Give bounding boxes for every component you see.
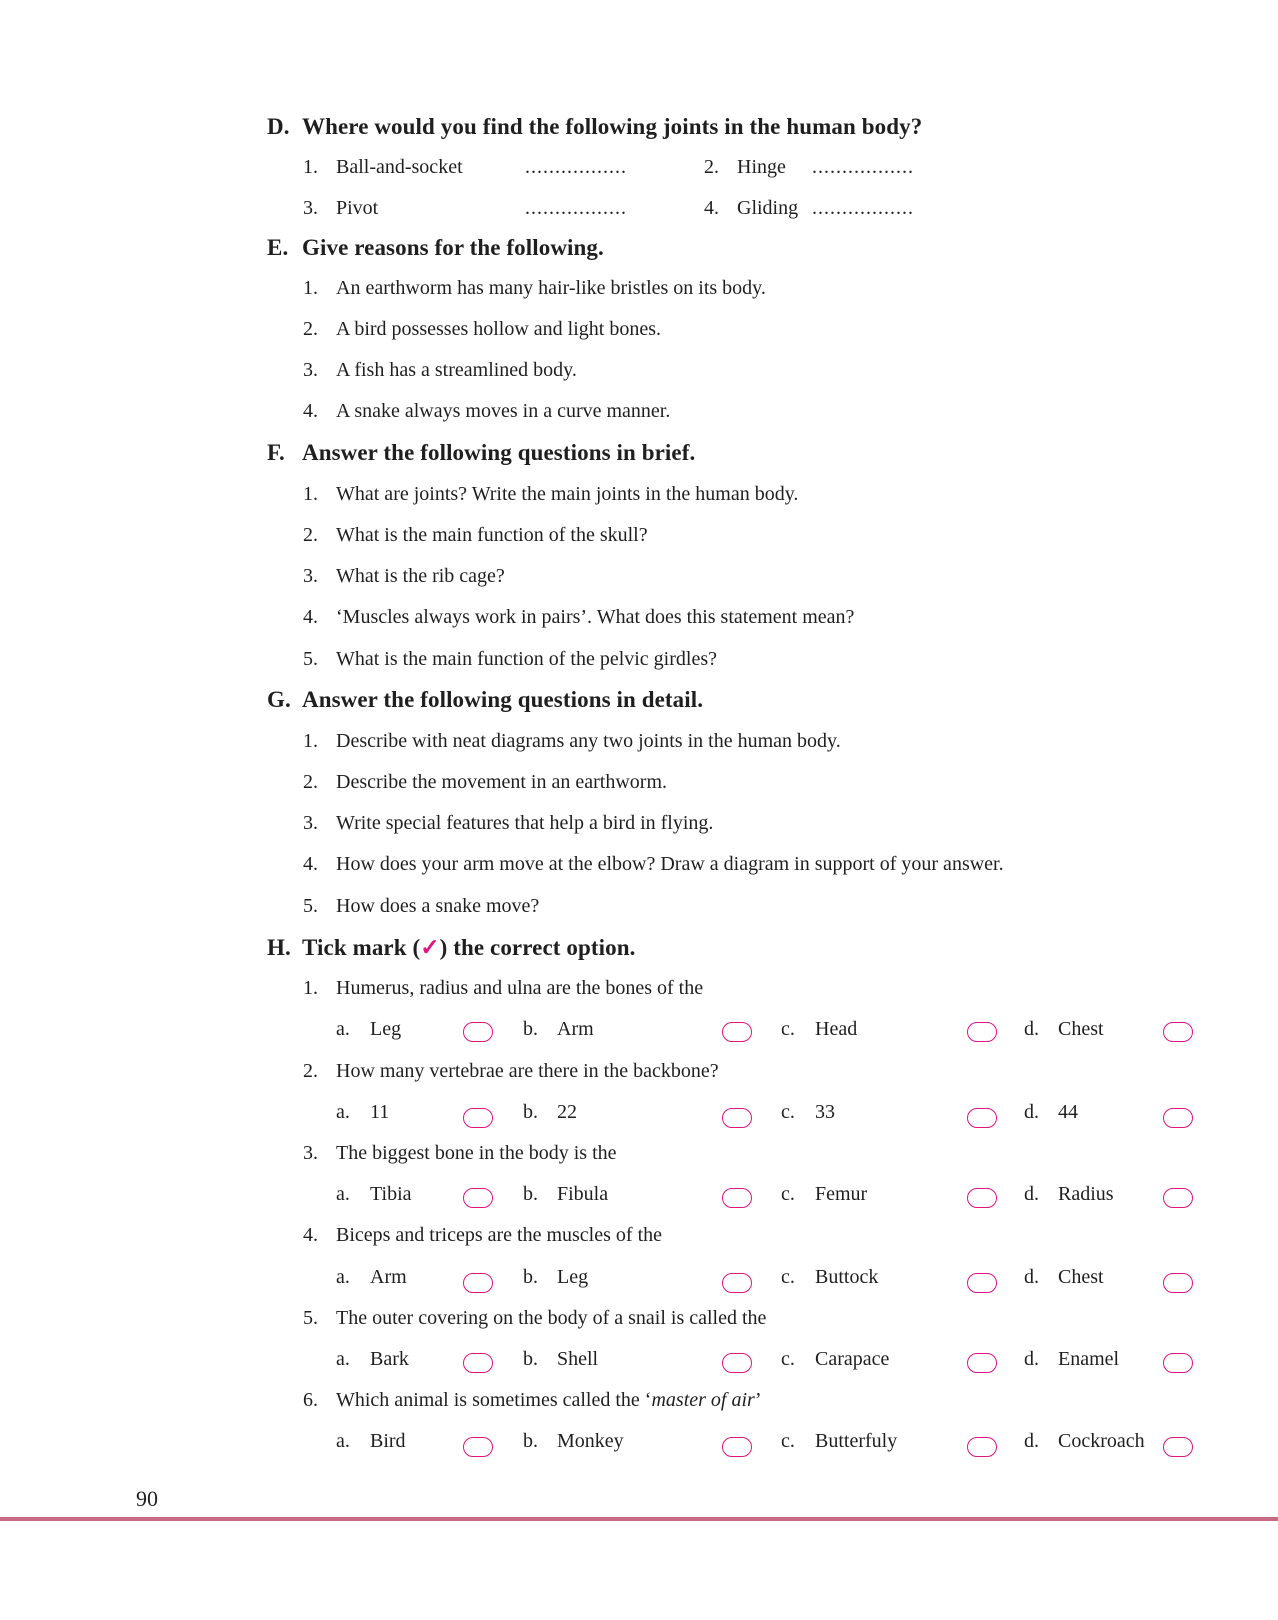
question-item: 5. How does a snake move? (303, 895, 540, 917)
option-a: a. 11 (336, 1101, 390, 1123)
option-c: c. Buttock (781, 1266, 879, 1288)
joint-item: 2. Hinge (704, 156, 786, 178)
section-letter: G. (267, 687, 291, 712)
joint-item: 1. Ball-and-socket (303, 156, 463, 178)
question-item: 1. Describe with neat diagrams any two joints in the human body. (303, 730, 841, 752)
section-d-heading (267, 114, 922, 140)
option-d: d. Chest (1024, 1018, 1104, 1040)
question-item: 2. A bird possesses hollow and light bones. (303, 318, 661, 340)
answer-box[interactable] (463, 1353, 493, 1373)
answer-blank[interactable]: ................. (812, 197, 914, 219)
option-b: b. Shell (523, 1348, 599, 1370)
question-item: 4. A snake always moves in a curve manner. (303, 400, 671, 422)
option-d: d. Cockroach (1024, 1430, 1145, 1452)
answer-box[interactable] (463, 1273, 493, 1293)
question-item: 1. An earthworm has many hair-like bristles on its body. (303, 277, 766, 299)
answer-box[interactable] (1163, 1108, 1193, 1128)
option-c: c. Head (781, 1018, 858, 1040)
section-g-heading (267, 687, 703, 713)
joint-item: 3. Pivot (303, 197, 379, 219)
option-a: a. Leg (336, 1018, 402, 1040)
section-letter: H. (267, 935, 291, 960)
mcq-question: 2. How many vertebrae are there in the backbone? (303, 1060, 719, 1082)
answer-box[interactable] (722, 1353, 752, 1373)
option-c: c. 33 (781, 1101, 835, 1123)
mcq-question: 3. The biggest bone in the body is the (303, 1142, 617, 1164)
answer-box[interactable] (463, 1022, 493, 1042)
option-d: d. Chest (1024, 1266, 1104, 1288)
question-item: 3. Write special features that help a bird in flying. (303, 812, 714, 834)
question-item: 2. What is the main function of the skull? (303, 524, 648, 546)
footer-rule (0, 1517, 1278, 1521)
answer-box[interactable] (722, 1108, 752, 1128)
section-letter: F. (267, 440, 285, 465)
question-item: 2. Describe the movement in an earthworm. (303, 771, 667, 793)
section-e-heading (267, 235, 604, 261)
answer-box[interactable] (722, 1022, 752, 1042)
answer-box[interactable] (463, 1108, 493, 1128)
section-title: Where would you find the following joints in the human body? (302, 114, 923, 139)
option-a: a. Tibia (336, 1183, 412, 1205)
answer-box[interactable] (1163, 1353, 1193, 1373)
option-c: c. Carapace (781, 1348, 890, 1370)
answer-box[interactable] (722, 1273, 752, 1293)
answer-box[interactable] (722, 1437, 752, 1457)
option-b: b. Monkey (523, 1430, 624, 1452)
mcq-question: 1. Humerus, radius and ulna are the bones of the (303, 977, 704, 999)
option-a: a. Bird (336, 1430, 406, 1452)
option-d: d. Enamel (1024, 1348, 1120, 1370)
answer-box[interactable] (1163, 1188, 1193, 1208)
mcq-question: 6. Which animal is sometimes called the ‘master of air’ (303, 1389, 762, 1411)
section-h-heading: H. Tick mark (✓) the correct option. (267, 935, 636, 960)
answer-blank[interactable]: ................. (812, 156, 914, 178)
answer-box[interactable] (967, 1108, 997, 1128)
answer-box[interactable] (967, 1273, 997, 1293)
joint-item: 4. Gliding (704, 197, 799, 219)
option-a: a. Arm (336, 1266, 407, 1288)
mcq-question: 4. Biceps and triceps are the muscles of the (303, 1224, 662, 1246)
section-title: Give reasons for the following. (302, 235, 604, 260)
question-item: 3. A fish has a streamlined body. (303, 359, 577, 381)
option-a: a. Bark (336, 1348, 409, 1370)
answer-box[interactable] (1163, 1022, 1193, 1042)
option-b: b. Leg (523, 1266, 589, 1288)
option-d: d. Radius (1024, 1183, 1114, 1205)
answer-box[interactable] (463, 1188, 493, 1208)
answer-box[interactable] (967, 1437, 997, 1457)
question-item: 4. ‘Muscles always work in pairs’. What does this statement mean? (303, 606, 855, 628)
question-item: 1. What are joints? Write the main joints in the human body. (303, 483, 799, 505)
section-title: Answer the following questions in brief. (302, 440, 696, 465)
answer-box[interactable] (1163, 1273, 1193, 1293)
answer-blank[interactable]: ................. (525, 197, 627, 219)
answer-box[interactable] (463, 1437, 493, 1457)
option-c: c. Femur (781, 1183, 868, 1205)
answer-box[interactable] (722, 1188, 752, 1208)
answer-box[interactable] (967, 1353, 997, 1373)
option-b: b. Arm (523, 1018, 594, 1040)
section-letter: D. (267, 114, 290, 139)
answer-box[interactable] (967, 1022, 997, 1042)
question-item: 4. How does your arm move at the elbow? Draw a diagram in support of your answer. (303, 853, 1004, 875)
option-c: c. Butterfuly (781, 1430, 898, 1452)
answer-box[interactable] (967, 1188, 997, 1208)
tick-icon: ✓ (420, 935, 440, 960)
section-f-heading (267, 440, 695, 466)
option-b: b. Fibula (523, 1183, 609, 1205)
answer-blank[interactable]: ................. (525, 156, 627, 178)
option-d: d. 44 (1024, 1101, 1078, 1123)
option-b: b. 22 (523, 1101, 577, 1123)
question-item: 3. What is the rib cage? (303, 565, 505, 587)
section-title: Answer the following questions in detail. (302, 687, 704, 712)
mcq-question: 5. The outer covering on the body of a snail is called the (303, 1307, 767, 1329)
page-number: 90 (136, 1486, 158, 1511)
answer-box[interactable] (1163, 1437, 1193, 1457)
question-item: 5. What is the main function of the pelvic girdles? (303, 648, 717, 670)
section-letter: E. (267, 235, 289, 260)
